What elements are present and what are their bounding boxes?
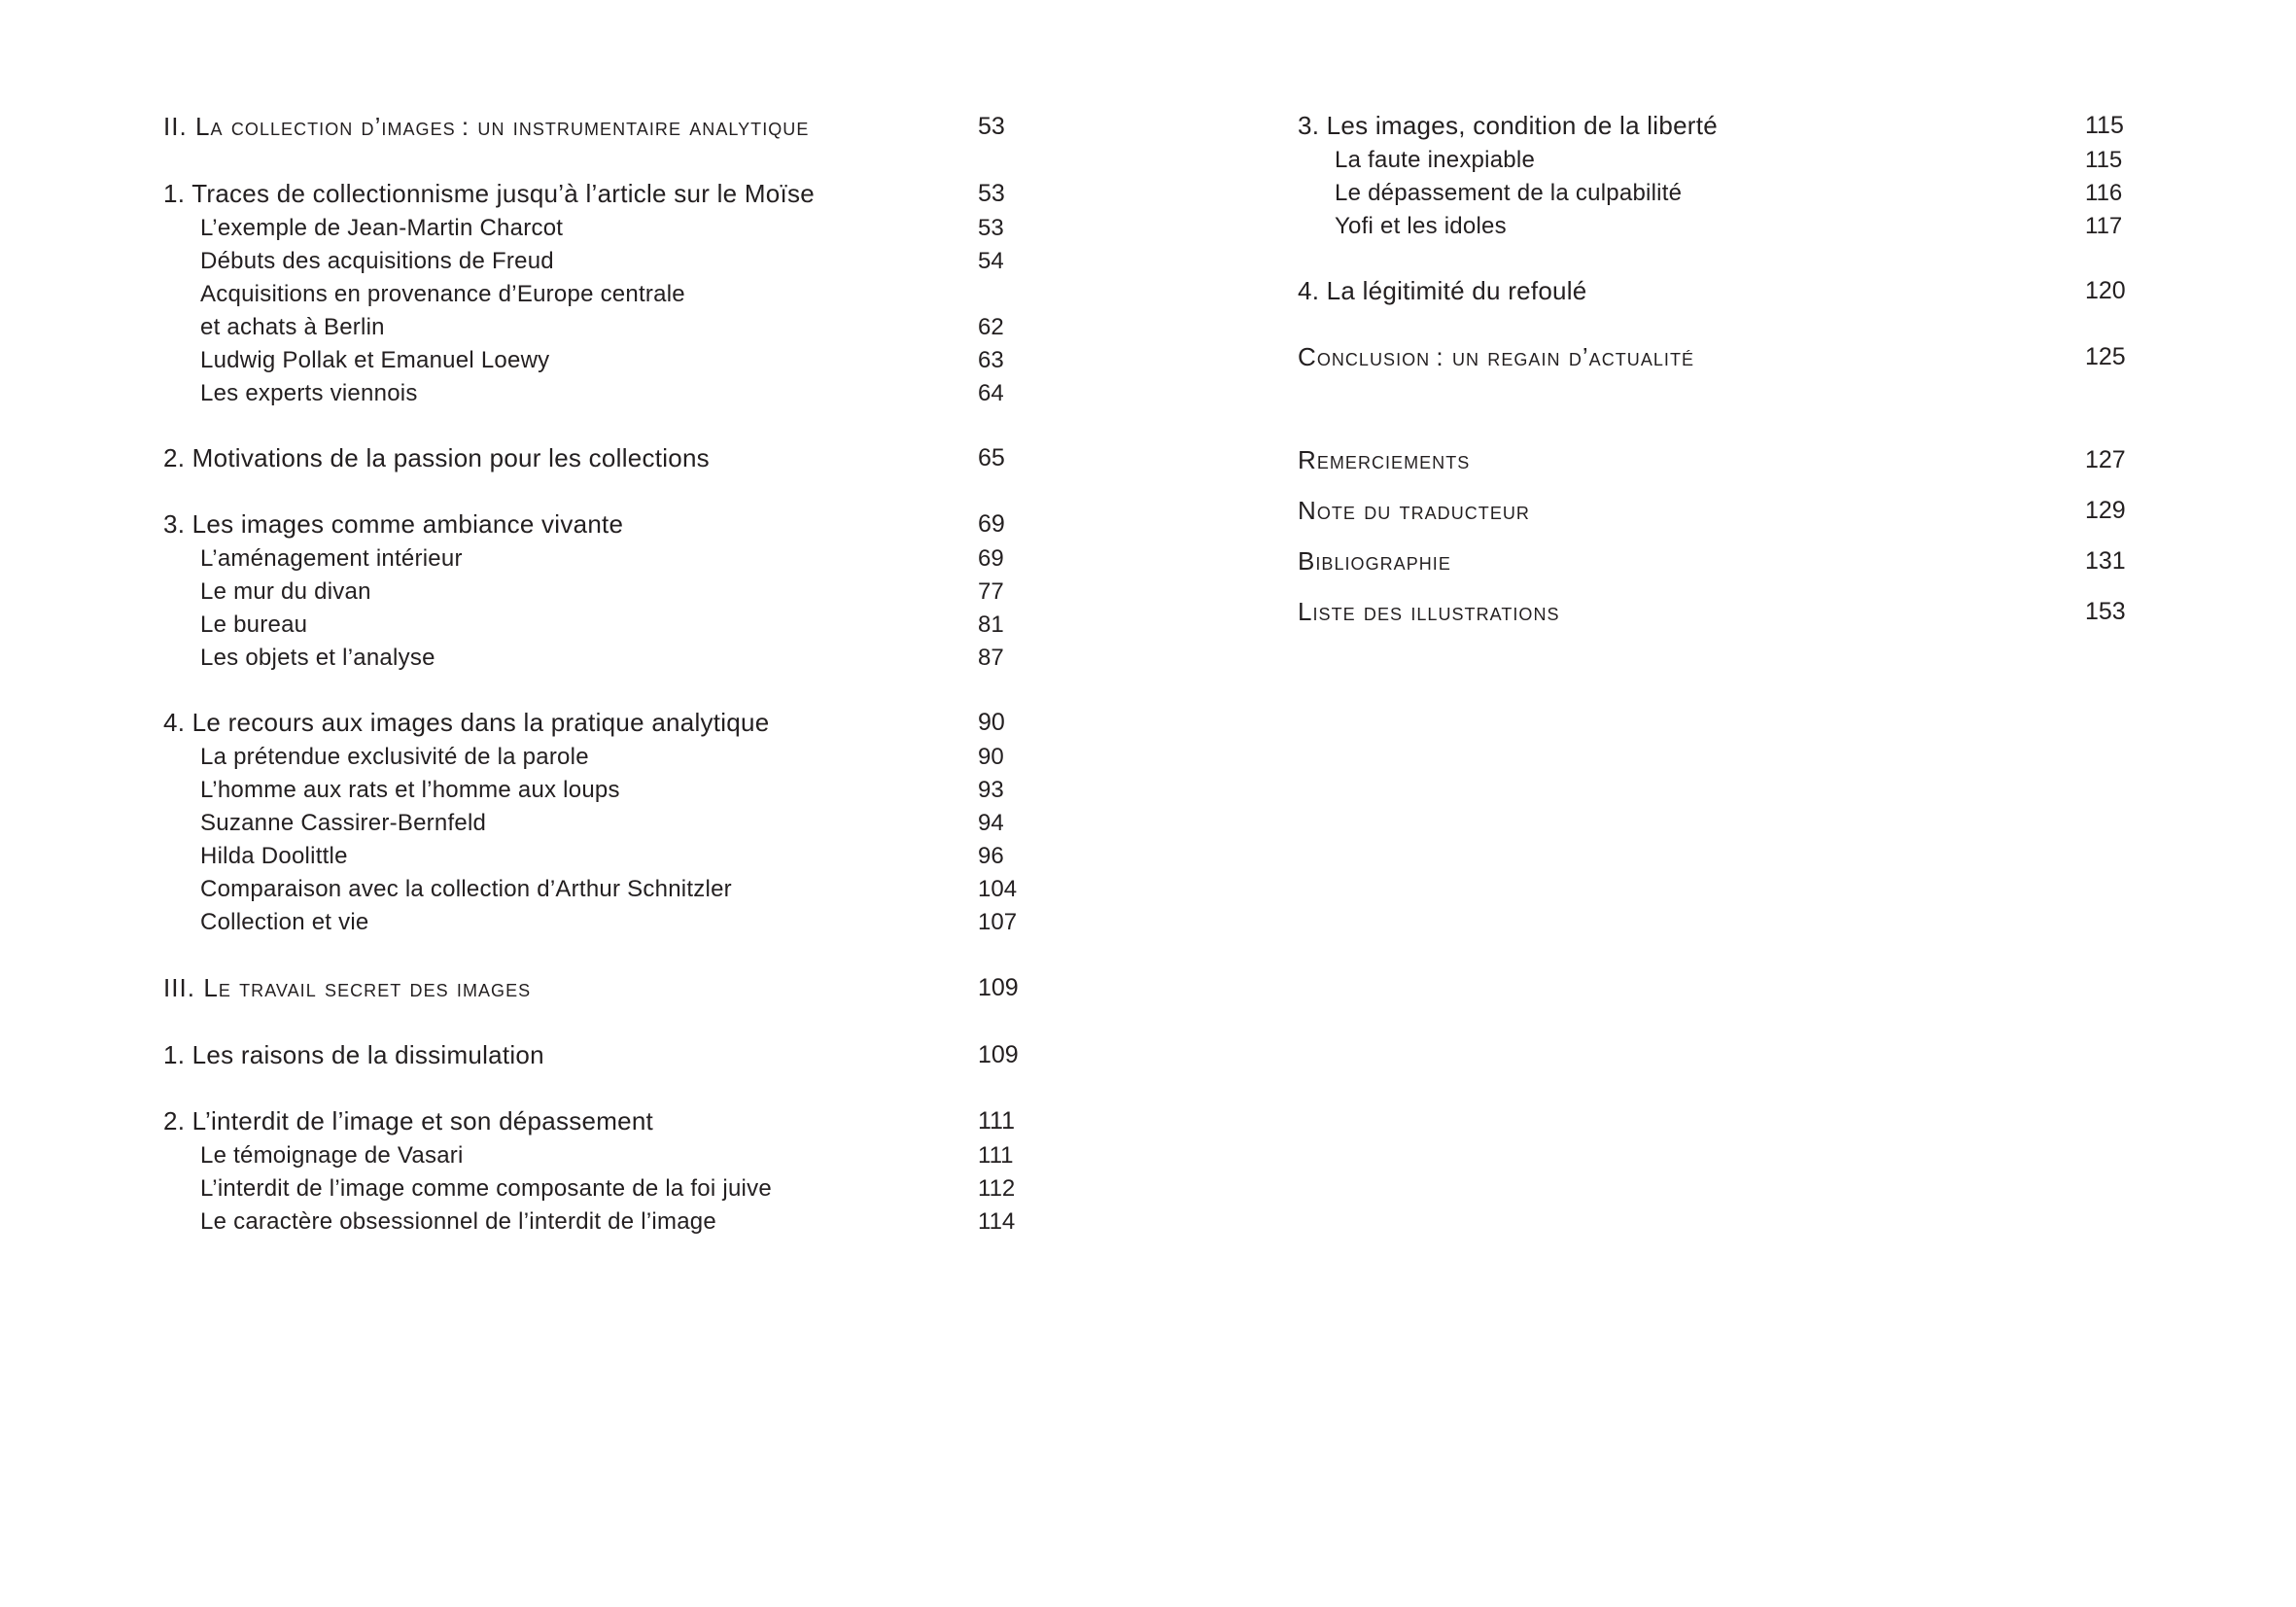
toc-entry-page-number: 115 bbox=[2085, 112, 2124, 139]
toc-entry-label: Ludwig Pollak et Emanuel Loewy bbox=[200, 347, 550, 373]
toc-entry-label: L’interdit de l’image comme composante de la foi juive bbox=[200, 1175, 772, 1202]
toc-entry-label: III. Le travail secret des images bbox=[163, 973, 532, 1002]
toc-entry-label: Conclusion : un regain d’actualité bbox=[1298, 342, 1695, 371]
toc-entry-page-number: 64 bbox=[978, 380, 1004, 406]
toc-entry-label: Collection et vie bbox=[200, 909, 369, 935]
toc-entry-label: et achats à Berlin bbox=[200, 314, 385, 340]
toc-entry-label: Liste des illustrations bbox=[1298, 597, 1560, 626]
toc-entry[interactable] bbox=[1298, 144, 2123, 177]
toc-entry-page-number: 63 bbox=[978, 347, 1004, 373]
toc-entry-label: Le dépassement de la culpabilité bbox=[1335, 180, 1683, 206]
toc-entry[interactable] bbox=[163, 542, 1009, 576]
toc-entry[interactable] bbox=[163, 212, 1009, 245]
toc-column-left bbox=[163, 107, 1019, 1239]
toc-entry-label: Bibliographie bbox=[1298, 546, 1451, 576]
toc-entry-label: 2. Motivations de la passion pour les collections bbox=[163, 443, 710, 472]
toc-entry-page-number: 120 bbox=[2085, 277, 2126, 304]
toc-entry[interactable] bbox=[163, 906, 1018, 939]
toc-entry-page-number: 96 bbox=[978, 843, 1004, 869]
toc-entry-label: Suzanne Cassirer-Bernfeld bbox=[200, 810, 487, 836]
toc-entry-label: L’homme aux rats et l’homme aux loups bbox=[200, 777, 620, 803]
toc-entry[interactable] bbox=[163, 840, 1009, 873]
toc-entry[interactable] bbox=[163, 1205, 1016, 1239]
toc-entry-page-number: 125 bbox=[2085, 343, 2126, 370]
toc-entry-label: La faute inexpiable bbox=[1335, 147, 1536, 173]
toc-entry-label: Comparaison avec la collection d’Arthur Schnitzler bbox=[200, 876, 732, 902]
toc-entry-label: 4. La légitimité du refoulé bbox=[1298, 276, 1587, 305]
toc-entry-label: Les objets et l’analyse bbox=[200, 645, 435, 671]
toc-entry-label: Débuts des acquisitions de Freud bbox=[200, 248, 554, 274]
toc-entry[interactable] bbox=[163, 344, 1009, 377]
toc-entry[interactable] bbox=[1298, 210, 2123, 243]
toc-entry[interactable] bbox=[163, 741, 1009, 774]
toc-entry[interactable] bbox=[163, 968, 1019, 1007]
toc-entry-label: 3. Les images, condition de la liberté bbox=[1298, 111, 1718, 140]
toc-entry[interactable] bbox=[163, 704, 1009, 741]
toc-entry[interactable] bbox=[163, 311, 1009, 344]
toc-entry-label: 1. Les raisons de la dissimulation bbox=[163, 1040, 544, 1069]
toc-entry-page-number: 90 bbox=[978, 744, 1004, 770]
toc-entry-page-number: 112 bbox=[978, 1175, 1016, 1202]
toc-entry[interactable] bbox=[1298, 272, 2126, 309]
toc-entry-label: Les experts viennois bbox=[200, 380, 418, 406]
toc-entry-page-number: 94 bbox=[978, 810, 1004, 836]
toc-entry[interactable] bbox=[163, 807, 1009, 840]
toc-entry-page-number: 93 bbox=[978, 777, 1004, 803]
toc-entry-page-number: 69 bbox=[978, 510, 1005, 538]
toc-column-right bbox=[1298, 107, 2126, 630]
toc-entry-page-number: 53 bbox=[978, 113, 1005, 140]
toc-entry[interactable] bbox=[1298, 542, 2126, 579]
toc-entry[interactable] bbox=[163, 1036, 1019, 1073]
toc-entry[interactable] bbox=[163, 439, 1009, 476]
toc-entry-label: Note du traducteur bbox=[1298, 496, 1530, 525]
toc-entry-page-number: 87 bbox=[978, 645, 1004, 671]
toc-entry[interactable] bbox=[163, 278, 1009, 311]
toc-entry-page-number: 115 bbox=[2085, 147, 2123, 173]
toc-entry-label: 3. Les images comme ambiance vivante bbox=[163, 509, 624, 539]
toc-entry[interactable] bbox=[1298, 177, 2123, 210]
toc-entry-page-number: 114 bbox=[978, 1208, 1016, 1235]
toc-entry-page-number: 104 bbox=[978, 876, 1018, 902]
toc-entry[interactable] bbox=[163, 873, 1018, 906]
toc-entry-label: Le caractère obsessionnel de l’interdit de l’image bbox=[200, 1208, 716, 1235]
toc-entry-page-number: 54 bbox=[978, 248, 1004, 274]
toc-entry-label: Hilda Doolittle bbox=[200, 843, 348, 869]
toc-entry[interactable] bbox=[163, 245, 1009, 278]
toc-entry-label: 2. L’interdit de l’image et son dépassement bbox=[163, 1106, 654, 1135]
toc-entry-page-number: 111 bbox=[978, 1142, 1014, 1169]
toc-entry-page-number: 53 bbox=[978, 180, 1005, 207]
toc-entry-page-number: 69 bbox=[978, 545, 1004, 572]
toc-entry-label: La prétendue exclusivité de la parole bbox=[200, 744, 589, 770]
toc-entry-page-number: 129 bbox=[2085, 497, 2126, 524]
toc-entry-page-number: 109 bbox=[978, 1041, 1019, 1068]
toc-entry-label: Le témoignage de Vasari bbox=[200, 1142, 464, 1169]
toc-entry[interactable] bbox=[1298, 107, 2124, 144]
toc-entry[interactable] bbox=[163, 1139, 1014, 1172]
toc-entry[interactable] bbox=[163, 1172, 1016, 1205]
toc-entry[interactable] bbox=[163, 1102, 1016, 1139]
toc-entry[interactable] bbox=[1298, 441, 2126, 478]
toc-entry[interactable] bbox=[1298, 338, 2126, 375]
toc-entry[interactable] bbox=[1298, 492, 2126, 529]
toc-entry-page-number: 109 bbox=[978, 974, 1019, 1001]
toc-entry-label: 4. Le recours aux images dans la pratique analytique bbox=[163, 708, 770, 737]
toc-entry-page-number: 107 bbox=[978, 909, 1018, 935]
toc-entry-page-number: 131 bbox=[2085, 547, 2126, 575]
toc-entry-label: Acquisitions en provenance d’Europe centrale bbox=[200, 281, 685, 307]
toc-entry-page-number: 116 bbox=[2085, 180, 2123, 206]
toc-entry-label: Remerciements bbox=[1298, 445, 1471, 474]
toc-entry-page-number: 111 bbox=[978, 1107, 1016, 1135]
toc-entry[interactable] bbox=[163, 576, 1009, 609]
toc-entry-page-number: 90 bbox=[978, 709, 1005, 736]
toc-entry[interactable] bbox=[163, 774, 1009, 807]
toc-entry-page-number: 77 bbox=[978, 578, 1004, 605]
toc-entry[interactable] bbox=[163, 175, 1009, 212]
toc-entry-page-number: 81 bbox=[978, 611, 1004, 638]
toc-entry[interactable] bbox=[1298, 593, 2126, 630]
toc-entry-label: Yofi et les idoles bbox=[1335, 213, 1507, 239]
toc-entry[interactable] bbox=[163, 377, 1009, 410]
toc-entry[interactable] bbox=[163, 506, 1009, 542]
toc-entry-page-number: 153 bbox=[2085, 598, 2126, 625]
toc-entry-page-number: 62 bbox=[978, 314, 1004, 340]
toc-entry-label: L’aménagement intérieur bbox=[200, 545, 463, 572]
toc-entry[interactable] bbox=[163, 107, 1009, 146]
toc-entry[interactable] bbox=[163, 609, 1009, 642]
toc-entry-page-number: 127 bbox=[2085, 446, 2126, 473]
toc-entry-label: 1. Traces de collectionnisme jusqu’à l’article sur le Moïse bbox=[163, 179, 815, 208]
toc-entry-label: Le bureau bbox=[200, 611, 308, 638]
toc-entry-page-number: 65 bbox=[978, 444, 1005, 472]
toc-entry-page-number: 53 bbox=[978, 215, 1004, 241]
toc-entry-label: Le mur du divan bbox=[200, 578, 371, 605]
toc-entry[interactable] bbox=[163, 642, 1009, 675]
toc-entry-label: II. La collection d’images : un instrumentaire analytique bbox=[163, 112, 810, 141]
toc-entry-page-number: 117 bbox=[2085, 213, 2123, 239]
toc-entry-label: L’exemple de Jean-Martin Charcot bbox=[200, 215, 564, 241]
